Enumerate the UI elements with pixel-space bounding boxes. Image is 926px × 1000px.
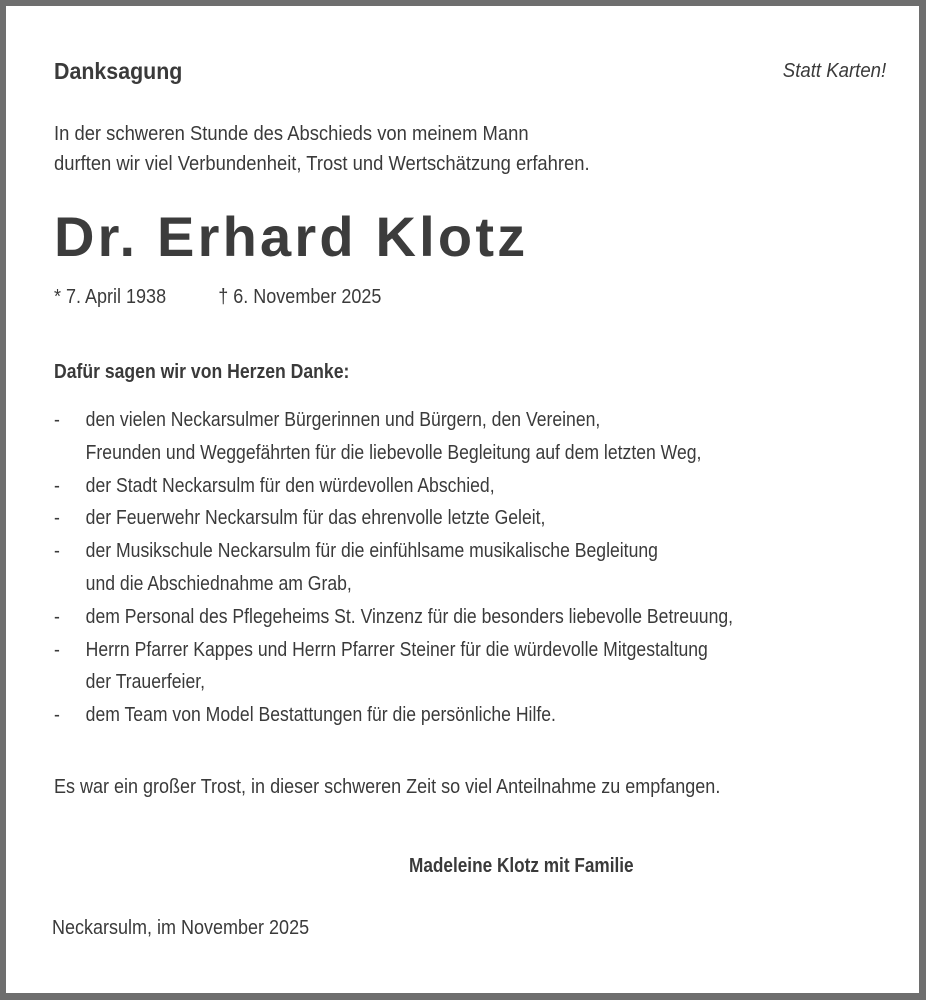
closing-text: Es war ein großer Trost, in dieser schweren Zeit so viel Anteilnahme zu empfangen. bbox=[54, 776, 721, 798]
notice-tagline: Statt Karten! bbox=[782, 60, 886, 82]
list-item bbox=[54, 699, 733, 732]
list-item-line: und die Abschiednahme am Grab, bbox=[85, 572, 352, 595]
notice-heading: Danksagung bbox=[54, 58, 183, 84]
list-item bbox=[54, 404, 733, 470]
list-item-line: dem Team von Model Bestattungen für die persönliche Hilfe. bbox=[85, 704, 556, 727]
birth-date: * 7. April 1938 bbox=[54, 286, 167, 308]
dash-bullet: - bbox=[54, 638, 60, 661]
thanks-list bbox=[54, 404, 733, 732]
deceased-name: Dr. Erhard Klotz bbox=[54, 205, 529, 268]
list-item bbox=[54, 502, 733, 535]
intro-line: durften wir viel Verbundenheit, Trost und Wertschätzung erfahren. bbox=[54, 153, 590, 175]
death-date: † 6. November 2025 bbox=[218, 286, 382, 308]
place-date: Neckarsulm, im November 2025 bbox=[52, 917, 310, 939]
life-dates bbox=[54, 286, 381, 309]
list-item bbox=[54, 601, 733, 634]
list-item-line: dem Personal des Pflegeheims St. Vinzenz für die besonders liebevolle Betreuung, bbox=[85, 605, 734, 628]
list-item-line: Herrn Pfarrer Kappes und Herrn Pfarrer Steiner für die würdevolle Mitgestaltung bbox=[85, 638, 708, 661]
list-item bbox=[54, 535, 733, 601]
obituary-notice bbox=[6, 6, 919, 993]
list-item-line: Freunden und Weggefährten für die liebevolle Begleitung auf dem letzten Weg, bbox=[85, 441, 702, 464]
list-item-line: der Musikschule Neckarsulm für die einfühlsame musikalische Begleitung bbox=[85, 540, 658, 563]
list-item-line: der Stadt Neckarsulm für den würdevollen Abschied, bbox=[85, 474, 495, 497]
dash-bullet: - bbox=[54, 540, 60, 563]
list-item bbox=[54, 634, 733, 700]
dash-bullet: - bbox=[54, 409, 60, 431]
thanks-heading: Dafür sagen wir von Herzen Danke: bbox=[54, 361, 350, 383]
list-item bbox=[54, 470, 733, 503]
list-item-line: der Trauerfeier, bbox=[85, 671, 206, 694]
intro-line: In der schweren Stunde des Abschieds von meinem Mann bbox=[54, 123, 529, 145]
dash-bullet: - bbox=[54, 507, 60, 530]
list-item-line: der Feuerwehr Neckarsulm für das ehrenvolle letzte Geleit, bbox=[85, 507, 546, 530]
dash-bullet: - bbox=[54, 704, 60, 727]
dash-bullet: - bbox=[54, 474, 60, 497]
list-item-line: den vielen Neckarsulmer Bürgerinnen und Bürgern, den Vereinen, bbox=[85, 409, 601, 431]
dash-bullet: - bbox=[54, 605, 60, 628]
signature: Madeleine Klotz mit Familie bbox=[409, 855, 634, 877]
intro-text bbox=[54, 119, 590, 179]
